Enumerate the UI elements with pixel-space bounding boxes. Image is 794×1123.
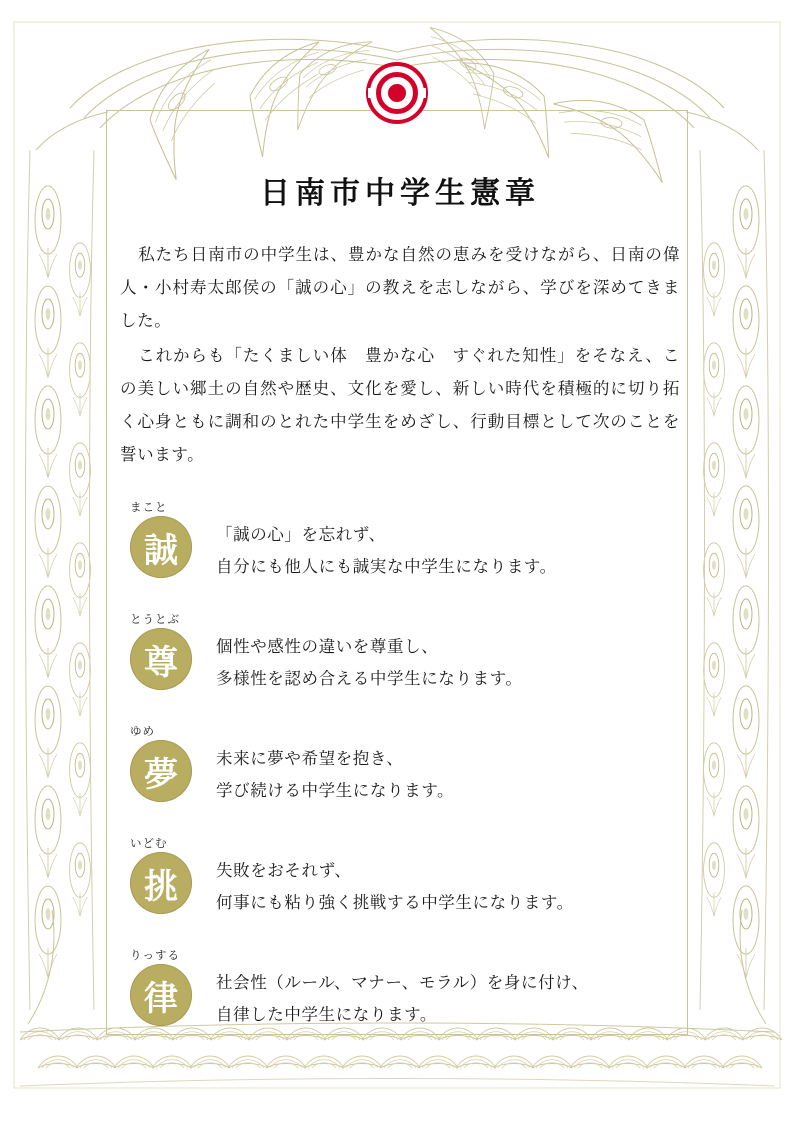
pledge-text xyxy=(216,499,680,583)
pledge-item xyxy=(120,947,680,1033)
pledge-line-2: 何事にも粘り強く挑戦する中学生になります。 xyxy=(216,893,574,913)
pledge-kanji-column xyxy=(120,611,216,690)
pledge-item xyxy=(120,611,680,697)
pledge-line-2: 自分にも他人にも誠実な中学生になります。 xyxy=(216,557,557,577)
pledge-line-1: 社会性（ルール、マナー、モラル）を身に付け、 xyxy=(216,973,589,992)
pledge-kanji-badge: 夢 xyxy=(130,740,192,802)
pledge-kanji-badge: 挑 xyxy=(130,852,192,914)
pledge-item xyxy=(120,723,680,809)
pledge-line-1: 「誠の心」を忘れず、 xyxy=(216,525,386,544)
preamble-paragraph-1: 私たち日南市の中学生は、豊かな自然の恵みを受けながら、日南の偉人・小村寿太郎侯の「誠の心」の教えを志しながら、学びを深めてきました。 xyxy=(120,245,680,330)
pledge-line-1: 失敗をおそれず、 xyxy=(216,861,352,880)
pledge-kanji-badge: 誠 xyxy=(130,516,192,578)
pledge-text xyxy=(216,723,680,807)
pledge-text xyxy=(216,611,680,695)
page-title: 日南市中学生憲章 xyxy=(260,176,540,211)
pledge-line-1: 未来に夢や希望を抱き、 xyxy=(216,749,404,768)
pledge-item xyxy=(120,835,680,921)
pledge-furigana: いどむ xyxy=(130,836,168,850)
pledge-list xyxy=(120,499,680,1033)
pledge-furigana: ゆめ xyxy=(130,724,155,738)
pledge-kanji-column xyxy=(120,499,216,578)
pledge-line-2: 学び続ける中学生になります。 xyxy=(216,781,455,801)
nichinan-city-emblem-icon xyxy=(366,62,428,124)
pledge-item xyxy=(120,499,680,585)
pledge-kanji-badge: 尊 xyxy=(130,628,192,690)
certificate-content xyxy=(120,150,680,1059)
emblem-notch-left xyxy=(368,88,375,98)
pledge-kanji-badge: 律 xyxy=(130,964,192,1026)
emblem-core xyxy=(388,84,406,102)
emblem-notch-right xyxy=(419,88,426,98)
pledge-furigana: まこと xyxy=(130,500,168,514)
pledge-furigana: とうとぶ xyxy=(130,612,180,626)
pledge-kanji-column xyxy=(120,723,216,802)
pledge-line-2: 自律した中学生になります。 xyxy=(216,1005,437,1025)
pledge-line-1: 個性や感性の違いを尊重し、 xyxy=(216,637,439,656)
pledge-line-2: 多様性を認め合える中学生になります。 xyxy=(216,669,523,689)
pledge-kanji-column xyxy=(120,947,216,1026)
preamble-paragraph-2: これからも「たくましい体 豊かな心 すぐれた知性」をそなえ、この美しい郷土の自然や歴史、文化を愛し、新しい時代を積極的に切り拓く心身ともに調和のとれた中学生をめざし、行動目標として次のことを誓います。 xyxy=(120,346,680,464)
pledge-text xyxy=(216,835,680,919)
pledge-kanji-column xyxy=(120,835,216,914)
pledge-text xyxy=(216,947,680,1031)
pledge-furigana: りっする xyxy=(130,948,180,962)
